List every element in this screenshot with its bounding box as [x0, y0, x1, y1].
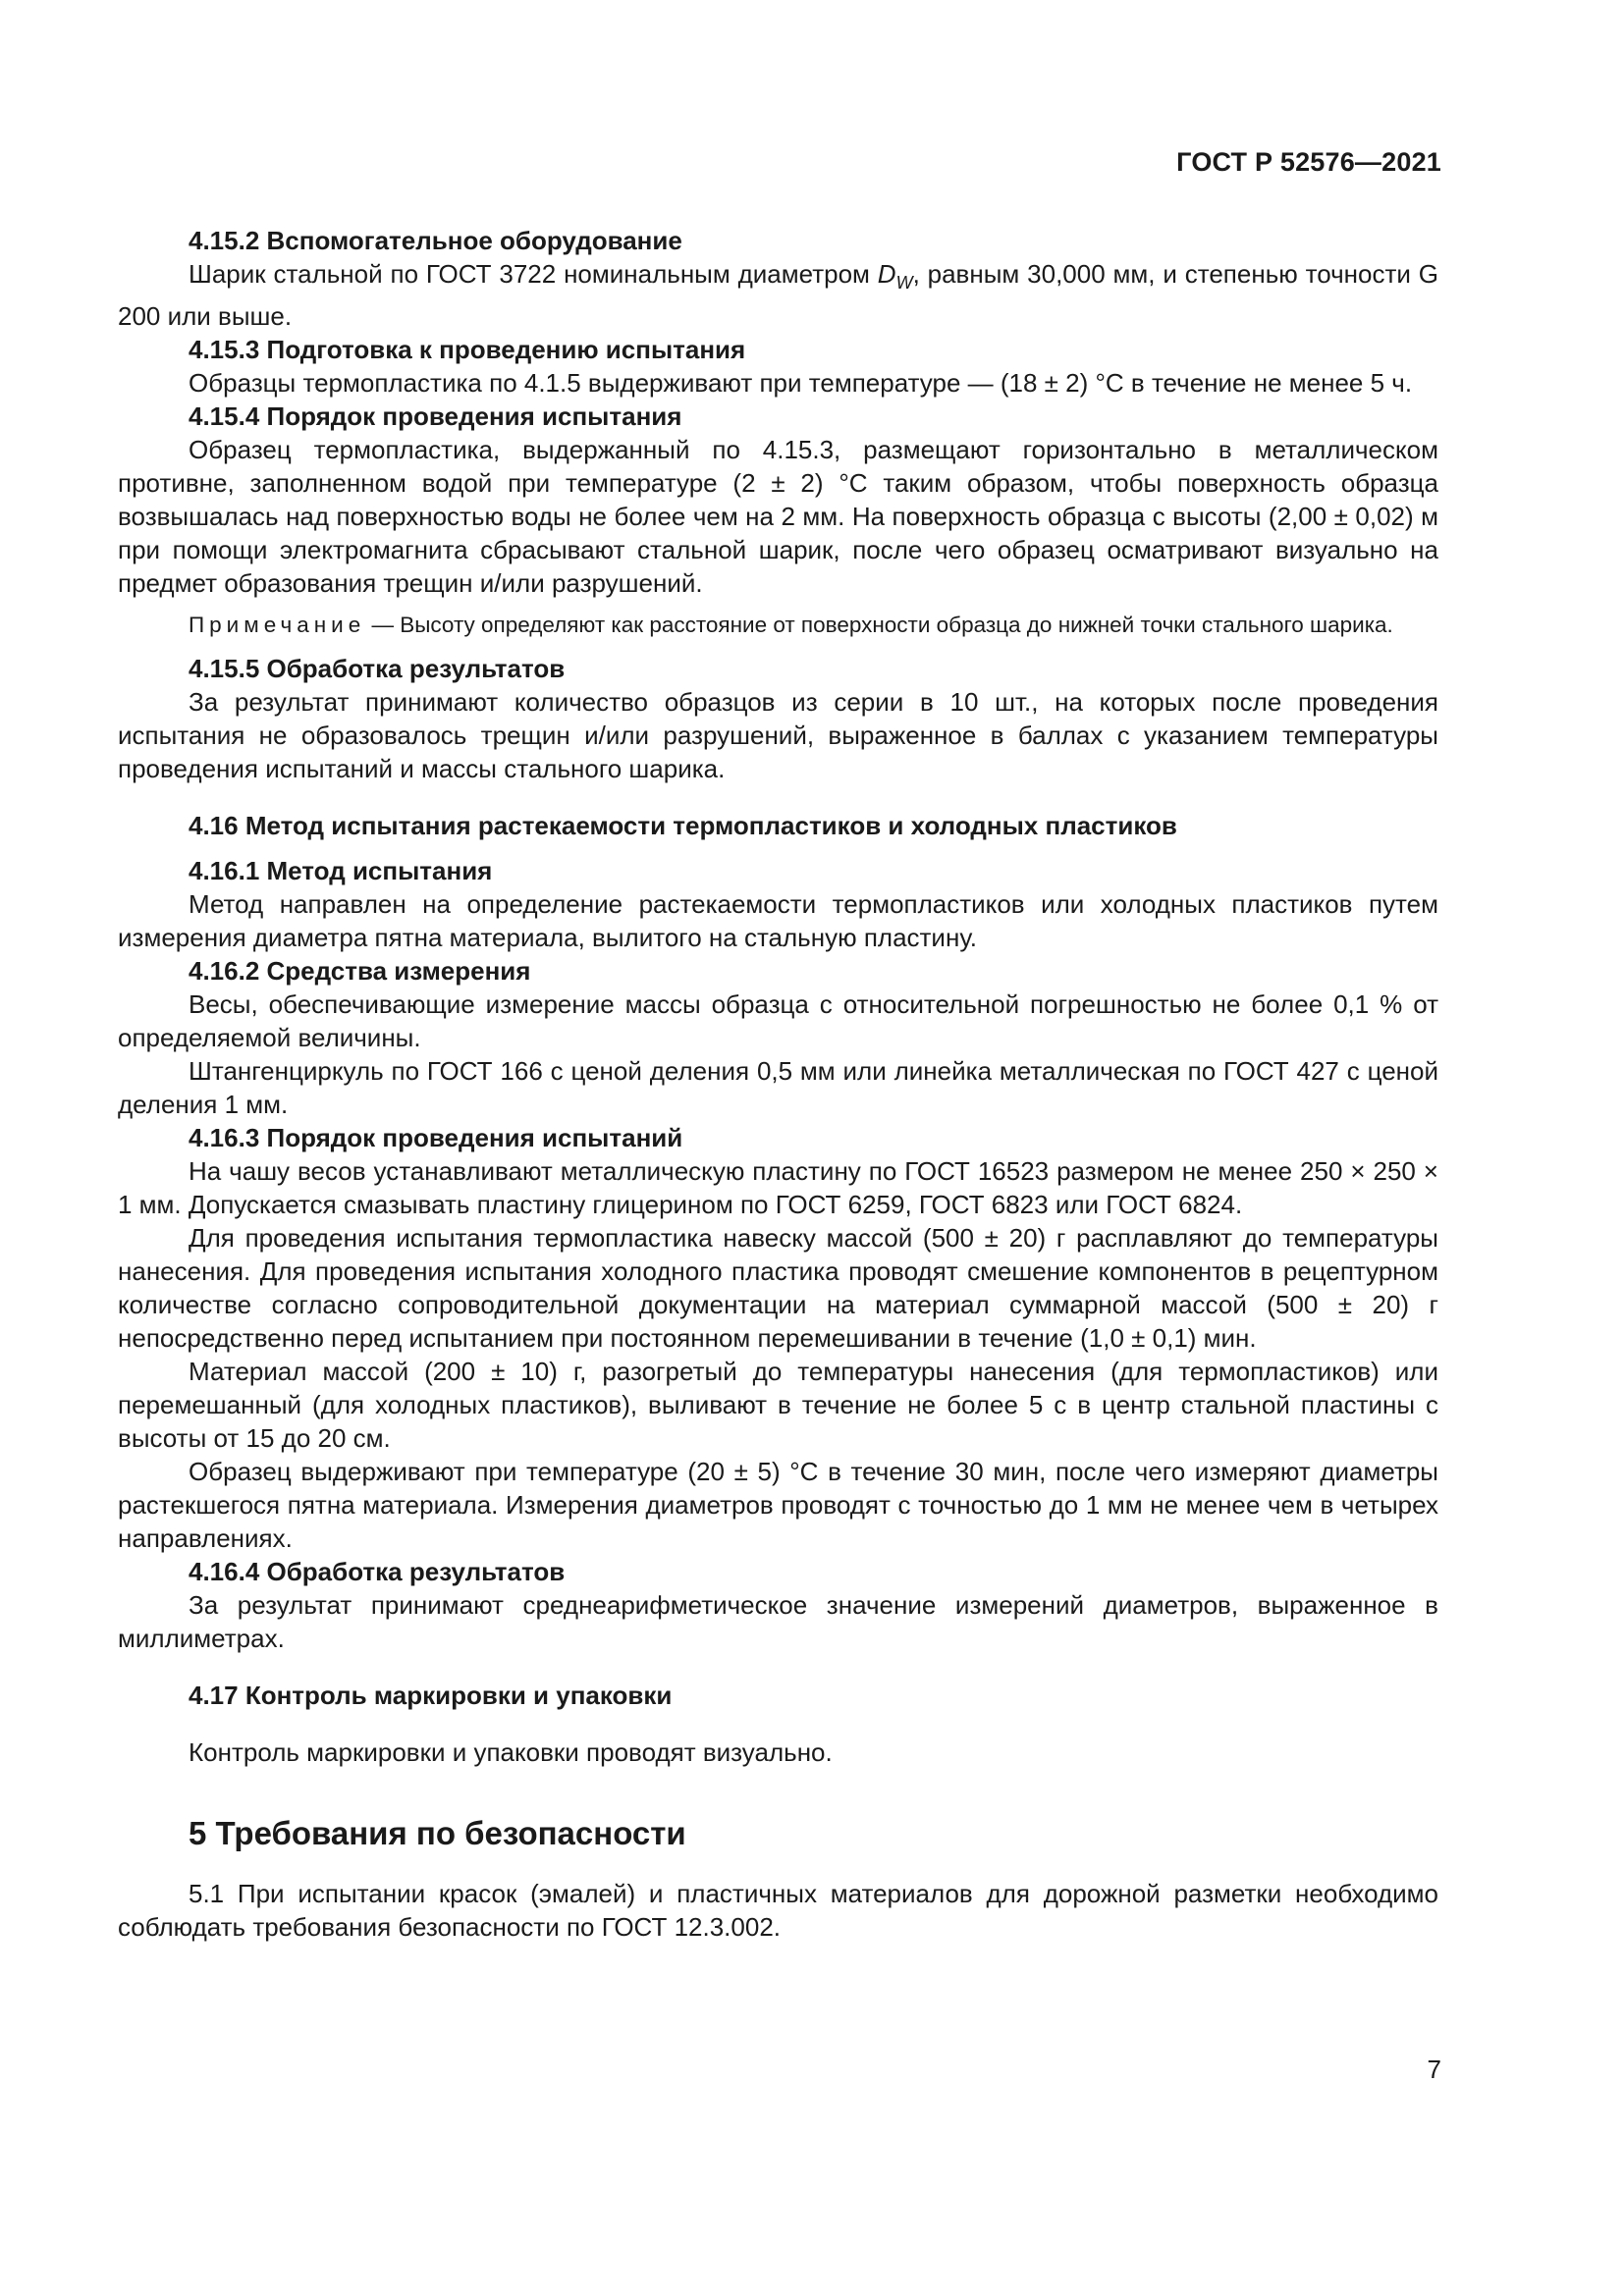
heading-4-17: 4.17 Контроль маркировки и упаковки: [189, 1681, 673, 1711]
paragraph-4-15-5: За результат принимают количество образцов из серии в 10 шт., на которых после проведения испытания не образовалось трещин и/или разрушений, выраженное в баллах с указанием температуры проведения испытаний и массы стального шарика.: [118, 687, 1438, 784]
paragraph-4-15-4: Образец термопластика, выдержанный по 4.15.3, размещают горизонтально в металлическом противне, заполненном водой при температуре (2 ± 2) °С таким образом, чтобы поверхность образца возвышалась над поверхностью воды не более чем на 2 мм. На поверхность образца с высоты (2,00 ± 0,02) м при помощи электромагнита сбрасывают стальной шарик, после чего образец осматривают визуально на предмет образования трещин и/или разрушений.: [118, 435, 1438, 599]
heading-4-15-5: 4.15.5 Обработка результатов: [189, 654, 566, 684]
paragraph-4-15-2-part-a: Шарик стальной по ГОСТ 3722 номинальным диаметром: [189, 259, 878, 289]
paragraph-5-1: 5.1 При испытании красок (эмалей) и пластичных материалов для дорожной разметки необходимо соблюдать требования безопасности по ГОСТ 12.3.002.: [118, 1879, 1438, 1943]
note-label: Примечание: [189, 613, 366, 638]
paragraph-4-15-2: [118, 257, 1438, 333]
section-5-title: 5 Требования по безопасности: [189, 1815, 686, 1852]
heading-4-15-4: 4.15.4 Порядок проведения испытания: [189, 401, 682, 432]
paragraph-4-17: Контроль маркировки и упаковки проводят визуально.: [189, 1737, 833, 1768]
paragraph-4-16-3-measuring: Образец выдерживают при температуре (20 ± 5) °С в течение 30 мин, после чего измеряют диаметры растекшегося пятна материала. Измерения диаметров проводят с точностью до 1 мм не менее чем в четырех направлениях.: [118, 1457, 1438, 1554]
paragraph-4-16-3-plate: На чашу весов устанавливают металлическую пластину по ГОСТ 16523 размером не менее 250 × 250 × 1 мм. Допускается смазывать пластину глицерином по ГОСТ 6259, ГОСТ 6823 или ГОСТ 6824.: [118, 1156, 1438, 1220]
paragraph-4-15-2-part-b: , равным 30,000 мм, и степенью точности G 200 или выше.: [118, 259, 1438, 332]
document-header: ГОСТ Р 52576—2021: [1176, 147, 1441, 177]
heading-4-15-2: 4.15.2 Вспомогательное оборудование: [189, 226, 682, 255]
paragraph-4-16-3-pouring: Материал массой (200 ± 10) г, разогретый до температуры нанесения (для термопластиков) или перемешанный (для холодных пластиков), выливают в течение не более 5 с в центр стальной пластины с высоты от 15 до 20 см.: [118, 1357, 1438, 1454]
paragraph-4-16-4: За результат принимают среднеарифметическое значение измерений диаметров, выраженное в миллиметрах.: [118, 1590, 1438, 1654]
heading-4-16-3: 4.16.3 Порядок проведения испытаний: [189, 1123, 683, 1153]
heading-4-16-1: 4.16.1 Метод испытания: [189, 856, 493, 886]
note-text: — Высоту определяют как расстояние от поверхности образца до нижней точки стального шарика.: [365, 613, 1393, 638]
paragraph-4-15-3: Образцы термопластика по 4.1.5 выдерживают при температуре — (18 ± 2) °С в течение не менее 5 ч.: [189, 368, 1413, 399]
paragraph-4-16-3-preparation: Для проведения испытания термопластика навеску массой (500 ± 20) г расплавляют до температуры нанесения. Для проведения испытания холодного пластика проводят смешение компонентов в рецептурном количестве согласно сопроводительной документации на материал суммарной массой (500 ± 20) г непосредственно перед испытанием при постоянном перемешивании в течение (1,0 ± 0,1) мин.: [118, 1223, 1438, 1354]
document-body: [118, 224, 1438, 1944]
note-4-15-4: [118, 610, 1438, 640]
page-number: 7: [1427, 2055, 1441, 2084]
heading-4-15-3: 4.15.3 Подготовка к проведению испытания: [189, 335, 746, 365]
heading-4-16: 4.16 Метод испытания растекаемости термопластиков и холодных пластиков: [189, 811, 1177, 841]
paragraph-4-16-2-caliper: Штангенциркуль по ГОСТ 166 с ценой деления 0,5 мм или линейка металлическая по ГОСТ 427 с ценой деления 1 мм.: [118, 1056, 1438, 1120]
symbol-dw: $D_W$: [877, 259, 913, 294]
heading-4-16-2: 4.16.2 Средства измерения: [189, 956, 531, 987]
paragraph-4-16-1: Метод направлен на определение растекаемости термопластиков или холодных пластиков путем измерения диаметра пятна материала, вылитого на стальную пластину.: [118, 889, 1438, 953]
paragraph-4-16-2-scales: Весы, обеспечивающие измерение массы образца с относительной погрешностью не более 0,1 % от определяемой величины.: [118, 989, 1438, 1053]
heading-4-16-4: 4.16.4 Обработка результатов: [189, 1557, 566, 1587]
